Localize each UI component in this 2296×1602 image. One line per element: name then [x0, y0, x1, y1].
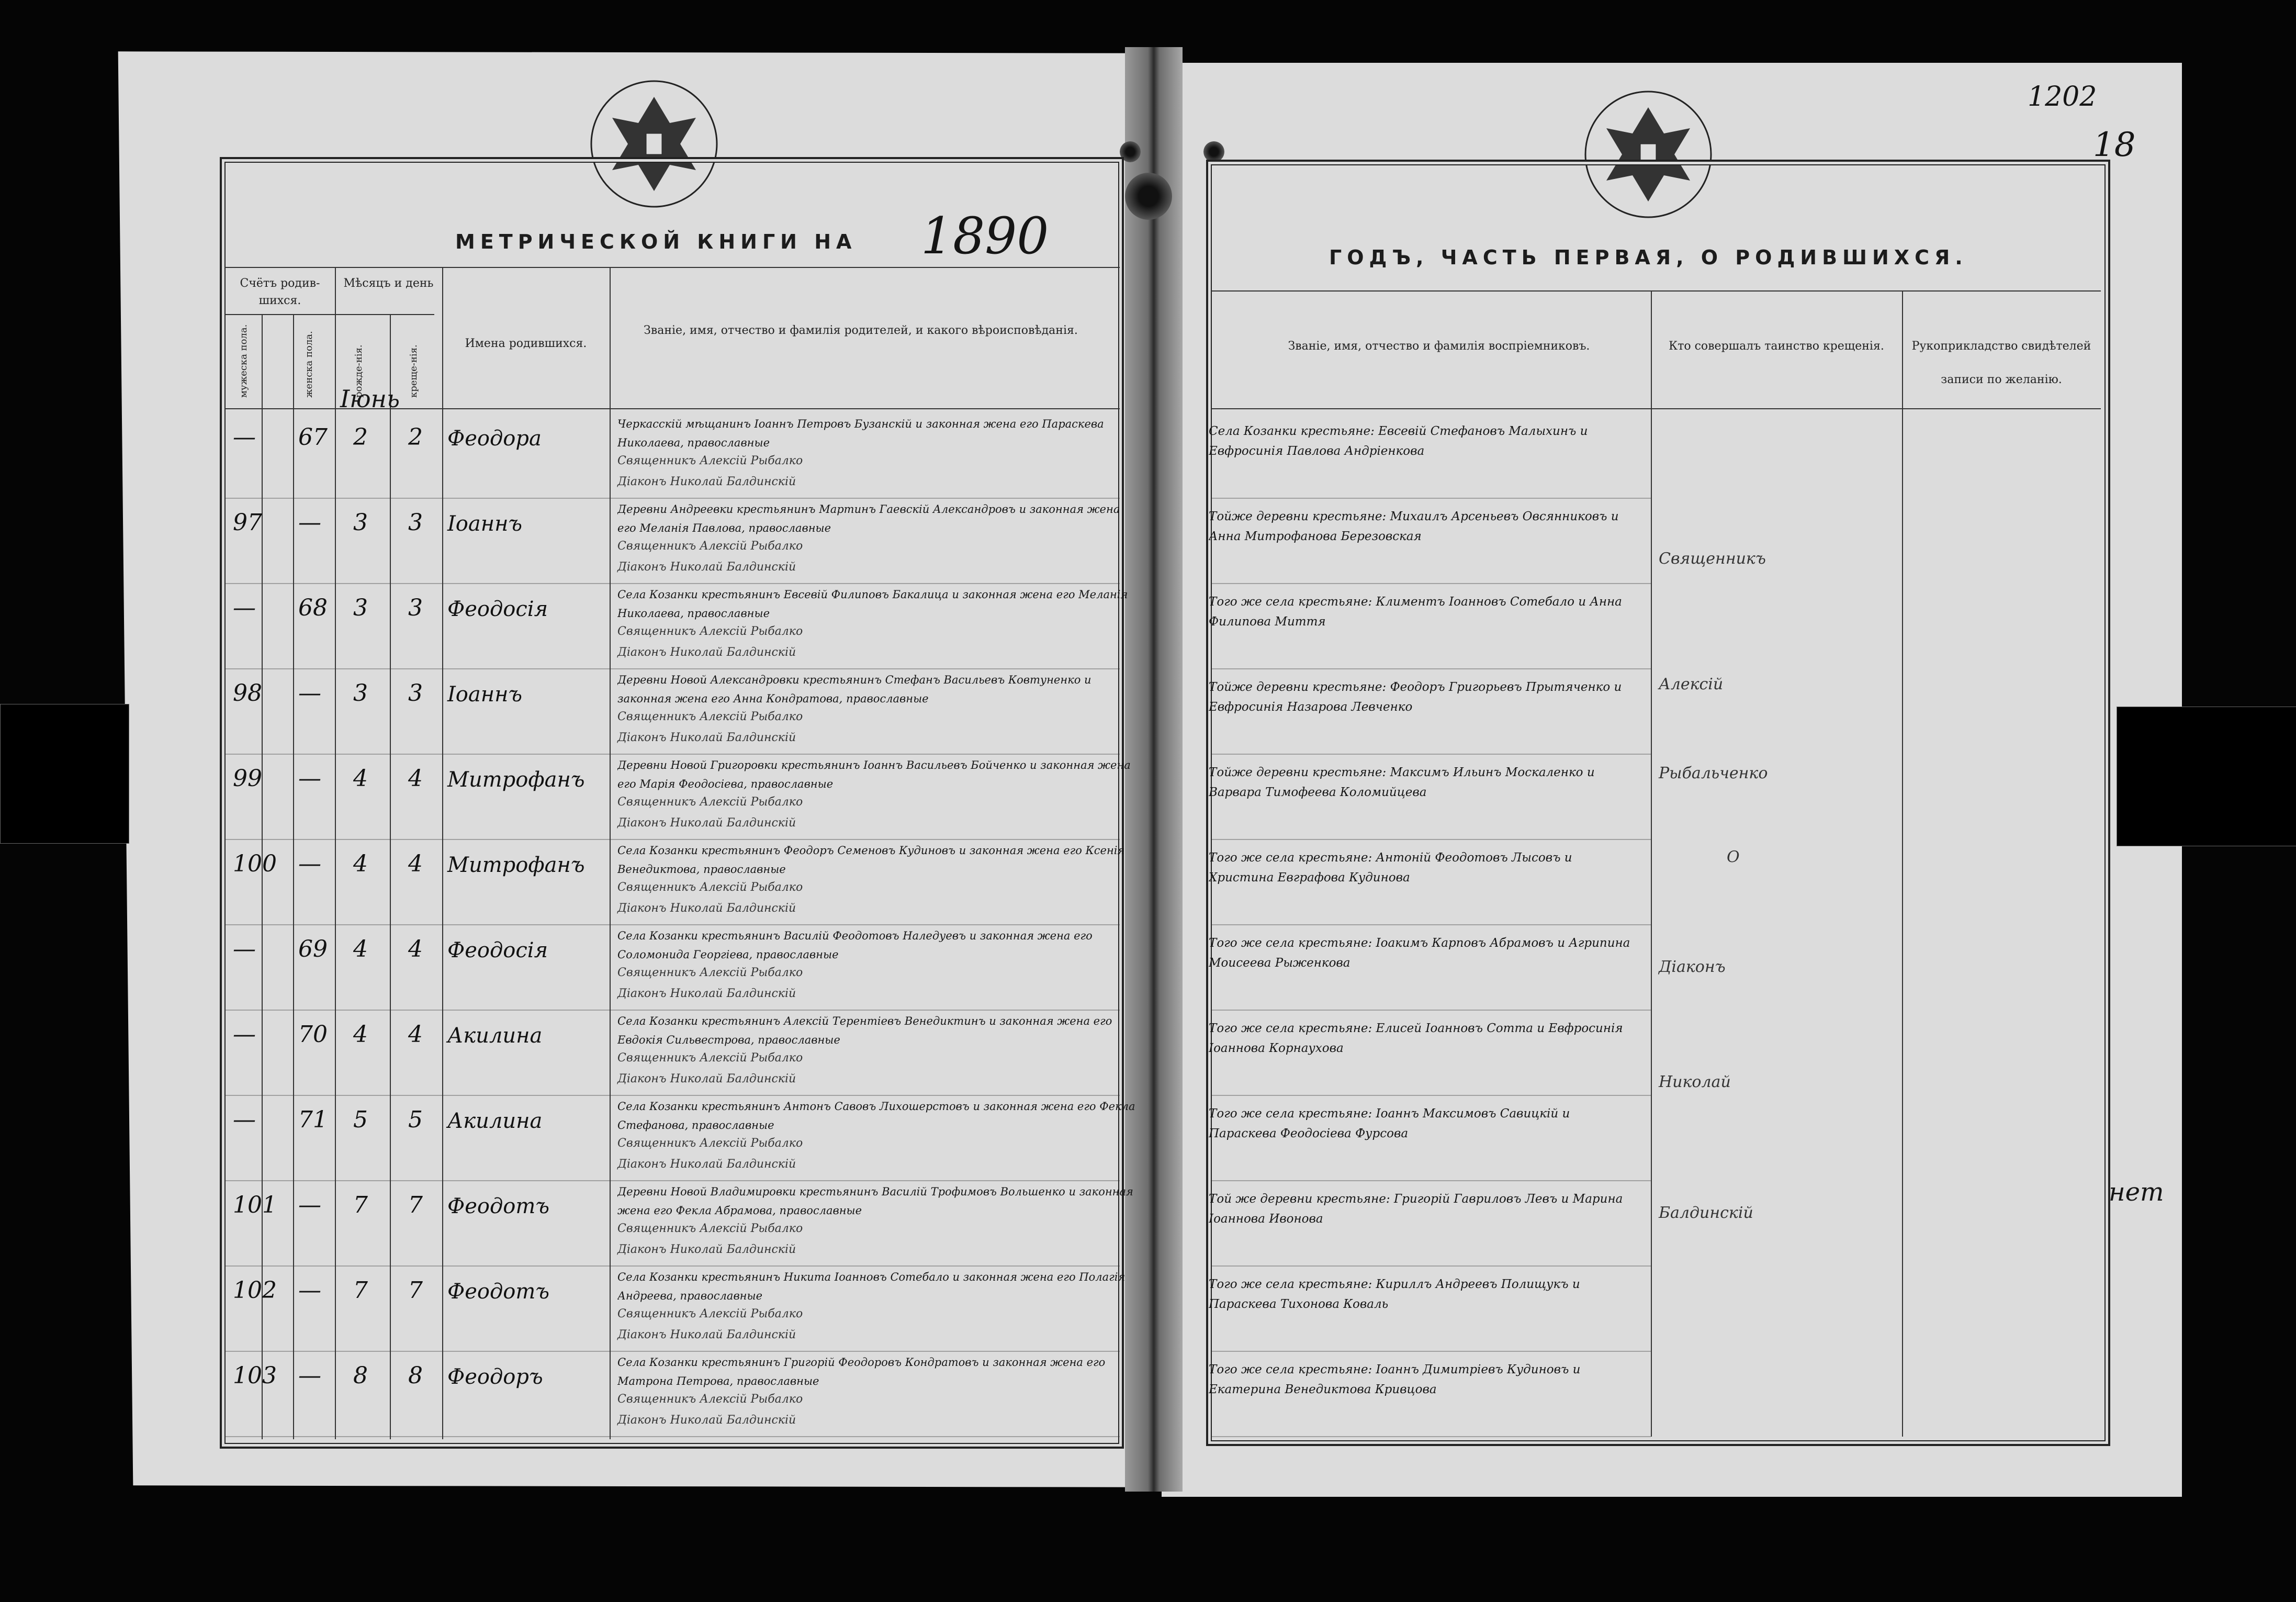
row-birth-day: 4: [353, 1021, 368, 1048]
row-divider: [1211, 1265, 1651, 1267]
row-baptism-day: 7: [408, 1277, 423, 1304]
row-male-number: —: [233, 595, 256, 621]
row-divider: [1211, 1010, 1651, 1011]
year: 1890: [921, 207, 1049, 265]
row-parents: Села Козанки крестьянинъ Евсевій Филиповъ Бакалица и законная жена его Меланія Николаева, православные: [617, 588, 1128, 620]
row-female-number: 71: [298, 1106, 328, 1133]
performed-signature: Священникъ: [1659, 550, 1766, 568]
row-birth-day: 3: [353, 680, 368, 707]
col-birth-header: рожде-нія.: [353, 344, 364, 398]
performed-signature: Рыбальченко: [1659, 764, 1768, 782]
row-godparents: Села Козанки крестьяне: Евсевій Стефановъ Малыхинъ и Евфросинія Павлова Андріенкова: [1209, 424, 1588, 458]
row-deacon-signature: Діаконъ Николай Балдинскій: [617, 1328, 796, 1341]
performed-signature: Николай: [1659, 1073, 1731, 1091]
header-rule-top: [225, 267, 1120, 268]
row-male-number: 103: [233, 1362, 277, 1389]
row-divider: [225, 583, 1120, 584]
row-deacon-signature: Діаконъ Николай Балдинскій: [617, 1414, 796, 1427]
row-baptism-day: 2: [408, 424, 423, 451]
row-divider: [225, 754, 1120, 755]
row-male-number: —: [233, 1021, 256, 1048]
row-female-number: 69: [298, 936, 328, 962]
row-female-number: —: [298, 765, 321, 792]
row-baptism-day: 4: [408, 936, 423, 962]
row-deacon-signature: Діаконъ Николай Балдинскій: [617, 475, 796, 488]
row-child-name: Іоаннъ: [447, 682, 523, 707]
row-birth-day: 7: [353, 1192, 368, 1218]
row-parents: Деревни Андреевки крестьянинъ Мартинъ Гаевскій Александровъ и законная жена его Меланія Павлова, православные: [617, 503, 1120, 534]
row-parents: Села Козанки крестьянинъ Феодоръ Семеновъ Кудиновъ и законная жена его Ксенія Венедиктова, православные: [617, 844, 1125, 876]
row-parents: Деревни Новой Владимировки крестьянинъ Василій Трофимовъ Вольшенко и законная жена его Фекла Абрамова, православные: [617, 1185, 1133, 1217]
col-performed-header: Кто совершалъ таинство крещенія.: [1669, 340, 1884, 353]
row-female-number: —: [298, 509, 321, 536]
row-child-name: Іоаннъ: [447, 512, 523, 536]
performed-signature: Алексій: [1659, 675, 1724, 693]
row-divider: [1211, 1436, 1651, 1437]
row-priest-signature: Священникъ Алексій Рыбалко: [617, 796, 803, 809]
row-divider: [1211, 1180, 1651, 1181]
row-deacon-signature: Діаконъ Николай Балдинскій: [617, 816, 796, 830]
row-child-name: Митрофанъ: [447, 853, 585, 877]
row-baptism-day: 8: [408, 1362, 423, 1389]
row-godparents: Тойже деревни крестьяне: Максимъ Ильинъ Москаленко и Варвара Тимофеева Коломийцева: [1209, 766, 1595, 799]
row-deacon-signature: Діаконъ Николай Балдинскій: [617, 987, 796, 1000]
row-child-name: Феодора: [447, 427, 542, 451]
row-female-number: —: [298, 680, 321, 707]
page-number: 1202: [2028, 81, 2097, 113]
left-clip: [0, 704, 129, 844]
row-baptism-day: 5: [408, 1106, 423, 1133]
row-child-name: Феодоръ: [447, 1365, 543, 1389]
row-female-number: 70: [298, 1021, 328, 1048]
col-divider: [610, 267, 611, 1439]
col-baptism-header: креще-нія.: [408, 344, 419, 398]
row-divider: [225, 1265, 1120, 1267]
row-deacon-signature: Діаконъ Николай Балдинскій: [617, 646, 796, 659]
row-female-number: —: [298, 1362, 321, 1389]
col-divider: [1651, 290, 1652, 1437]
ink-blot: [1125, 173, 1172, 220]
row-baptism-day: 7: [408, 1192, 423, 1218]
header-rule-mid: [225, 314, 434, 315]
performed-signature: О: [1727, 848, 1740, 866]
row-priest-signature: Священникъ Алексій Рыбалко: [617, 540, 803, 553]
row-priest-signature: Священникъ Алексій Рыбалко: [617, 1137, 803, 1150]
col-names-header: Имена родившихся.: [465, 337, 587, 350]
col-parents-header: Званіе, имя, отчество и фамилія родителей, и какого вѣроисповѣданія.: [644, 324, 1078, 337]
row-female-number: 68: [298, 595, 328, 621]
folio-number: 18: [2093, 126, 2136, 164]
row-parents: Села Козанки крестьянинъ Антонъ Савовъ Лихошерстовъ и законная жена его Фекла Стефанова, православные: [617, 1100, 1135, 1132]
row-divider: [1211, 839, 1651, 840]
row-divider: [1211, 583, 1651, 584]
row-divider: [225, 1351, 1120, 1352]
row-baptism-day: 3: [408, 509, 423, 536]
row-birth-day: 8: [353, 1362, 368, 1389]
row-godparents: Тойже деревни крестьяне: Михаилъ Арсеньевъ Овсянниковъ и Анна Митрофанова Березовская: [1209, 510, 1619, 543]
row-child-name: Феодотъ: [447, 1194, 549, 1218]
row-priest-signature: Священникъ Алексій Рыбалко: [617, 966, 803, 979]
row-godparents: Того же села крестьяне: Климентъ Іоанновъ Сотебало и Анна Филипова Миття: [1209, 595, 1622, 629]
performed-signature: Балдинскій: [1659, 1204, 1753, 1222]
row-female-number: 67: [298, 424, 328, 451]
row-divider: [225, 839, 1120, 840]
row-birth-day: 4: [353, 936, 368, 962]
right-title: ГОДЪ, ЧАСТЬ ПЕРВАЯ, О РОДИВШИХСЯ.: [1329, 246, 1968, 269]
row-child-name: Митрофанъ: [447, 768, 585, 792]
header-rule-bottom: [1211, 408, 2101, 409]
row-deacon-signature: Діаконъ Николай Балдинскій: [617, 561, 796, 574]
row-godparents: Того же села крестьяне: Іоаннъ Максимовъ Савицкій и Параскева Феодосіева Фурсова: [1209, 1107, 1570, 1140]
row-female-number: —: [298, 850, 321, 877]
row-male-number: 97: [233, 509, 262, 536]
row-priest-signature: Священникъ Алексій Рыбалко: [617, 881, 803, 894]
row-godparents: Того же села крестьяне: Кириллъ Андреевъ Полищукъ и Параскева Тихонова Коваль: [1209, 1278, 1580, 1311]
row-parents: Черкасскій мѣщанинъ Іоаннъ Петровъ Бузанскій и законная жена его Параскева Николаева, православные: [617, 418, 1104, 449]
col-divider: [293, 314, 294, 1439]
col-female-header: женска пола.: [303, 331, 314, 398]
row-deacon-signature: Діаконъ Николай Балдинскій: [617, 902, 796, 915]
row-female-number: —: [298, 1192, 321, 1218]
row-divider: [225, 668, 1120, 669]
row-godparents: Того же села крестьяне: Елисей Іоанновъ Сотта и Евфросинія Іоаннова Корнаухова: [1209, 1022, 1623, 1055]
month: Іюнь: [340, 385, 400, 413]
row-birth-day: 7: [353, 1277, 368, 1304]
col-count-header: Счётъ родив-шихся.: [240, 277, 320, 307]
row-birth-day: 4: [353, 765, 368, 792]
row-baptism-day: 3: [408, 680, 423, 707]
row-parents: Села Козанки крестьянинъ Василій Феодотовъ Наледуевъ и законная жена его Соломонида Георгіева, православные: [617, 929, 1093, 961]
row-priest-signature: Священникъ Алексій Рыбалко: [617, 1393, 803, 1406]
col-signatures-header: Рукоприкладство свидѣтелей записи по желанію.: [1911, 340, 2091, 386]
performed-signature: Діаконъ: [1659, 958, 1726, 976]
row-birth-day: 2: [353, 424, 368, 451]
row-divider: [225, 924, 1120, 925]
row-deacon-signature: Діаконъ Николай Балдинскій: [617, 1158, 796, 1171]
row-baptism-day: 3: [408, 595, 423, 621]
row-priest-signature: Священникъ Алексій Рыбалко: [617, 1307, 803, 1320]
binding-hole: [1203, 141, 1224, 162]
left-title: МЕТРИЧЕСКОЙ КНИГИ НА: [455, 230, 857, 253]
row-male-number: —: [233, 424, 256, 451]
row-child-name: Феодосія: [447, 597, 548, 621]
row-godparents: Того же села крестьяне: Іоаннъ Димитріевъ Кудиновъ и Екатерина Венедиктова Кривцова: [1209, 1363, 1581, 1396]
row-female-number: —: [298, 1277, 321, 1304]
row-divider: [225, 1010, 1120, 1011]
row-child-name: Акилина: [447, 1024, 543, 1048]
row-parents: Села Козанки крестьянинъ Никита Іоанновъ Сотебало и законная жена его Полагія Андреева, православные: [617, 1271, 1126, 1302]
row-godparents: Той же деревни крестьяне: Григорій Гавриловъ Левъ и Марина Іоаннова Ивонова: [1209, 1192, 1623, 1226]
row-birth-day: 3: [353, 509, 368, 536]
row-male-number: 102: [233, 1277, 277, 1304]
row-divider: [225, 1180, 1120, 1181]
row-priest-signature: Священникъ Алексій Рыбалко: [617, 1222, 803, 1235]
col-godparents-header: Званіе, имя, отчество и фамилія воспріемниковъ.: [1288, 340, 1590, 353]
col-month-header: Мѣсяцъ и день: [343, 277, 434, 290]
row-parents: Деревни Новой Александровки крестьянинъ Стефанъ Васильевъ Ковтуненко и законная жена его Анна Кондратова, православные: [617, 674, 1091, 705]
row-divider: [1211, 1351, 1651, 1352]
col-male-header: мужеска пола.: [238, 324, 249, 398]
row-deacon-signature: Діаконъ Николай Балдинскій: [617, 731, 796, 744]
marginal-note: нет: [2109, 1178, 2164, 1207]
row-male-number: —: [233, 1106, 256, 1133]
row-child-name: Феодосія: [447, 938, 548, 962]
row-godparents: Того же села крестьяне: Іоакимъ Карповъ Абрамовъ и Агрипина Моисеева Рыженкова: [1209, 936, 1630, 970]
row-godparents: Того же села крестьяне: Антоній Феодотовъ Лысовъ и Христина Евграфова Кудинова: [1209, 851, 1572, 884]
row-child-name: Акилина: [447, 1109, 543, 1133]
row-male-number: 99: [233, 765, 262, 792]
row-divider: [1211, 924, 1651, 925]
row-divider: [1211, 1095, 1651, 1096]
row-parents: Села Козанки крестьянинъ Григорій Феодоровъ Кондратовъ и законная жена его Матрона Петрова, православные: [617, 1356, 1106, 1387]
row-birth-day: 4: [353, 850, 368, 877]
row-divider: [1211, 754, 1651, 755]
row-priest-signature: Священникъ Алексій Рыбалко: [617, 710, 803, 723]
row-male-number: 101: [233, 1192, 277, 1218]
row-deacon-signature: Діаконъ Николай Балдинскій: [617, 1243, 796, 1256]
col-divider: [335, 267, 336, 1439]
row-deacon-signature: Діаконъ Николай Балдинскій: [617, 1072, 796, 1085]
row-divider: [225, 498, 1120, 499]
row-priest-signature: Священникъ Алексій Рыбалко: [617, 454, 803, 467]
row-divider: [1211, 668, 1651, 669]
row-parents: Села Козанки крестьянинъ Алексій Терентіевъ Венедиктинъ и законная жена его Евдокія Сильвестрова, православные: [617, 1015, 1112, 1046]
row-baptism-day: 4: [408, 850, 423, 877]
row-baptism-day: 4: [408, 1021, 423, 1048]
row-birth-day: 5: [353, 1106, 368, 1133]
col-divider: [390, 314, 391, 1439]
row-male-number: 98: [233, 680, 262, 707]
row-birth-day: 3: [353, 595, 368, 621]
row-male-number: 100: [233, 850, 277, 877]
row-divider: [225, 1095, 1120, 1096]
header-rule-top: [1211, 290, 2101, 292]
row-parents: Деревни Новой Григоровки крестьянинъ Іоаннъ Васильевъ Бойченко и законная жена его Марія Феодосіева, православные: [617, 759, 1131, 790]
row-baptism-day: 4: [408, 765, 423, 792]
row-priest-signature: Священникъ Алексій Рыбалко: [617, 625, 803, 638]
row-divider: [225, 1436, 1120, 1437]
row-priest-signature: Священникъ Алексій Рыбалко: [617, 1051, 803, 1065]
right-clip: [2117, 707, 2296, 846]
row-male-number: —: [233, 936, 256, 962]
row-child-name: Феодотъ: [447, 1280, 549, 1304]
col-divider: [442, 267, 443, 1439]
col-divider: [1902, 290, 1903, 1437]
row-divider: [1211, 498, 1651, 499]
row-godparents: Тойже деревни крестьяне: Феодоръ Григорьевъ Прытяченко и Евфросинія Назарова Левченко: [1209, 680, 1622, 714]
